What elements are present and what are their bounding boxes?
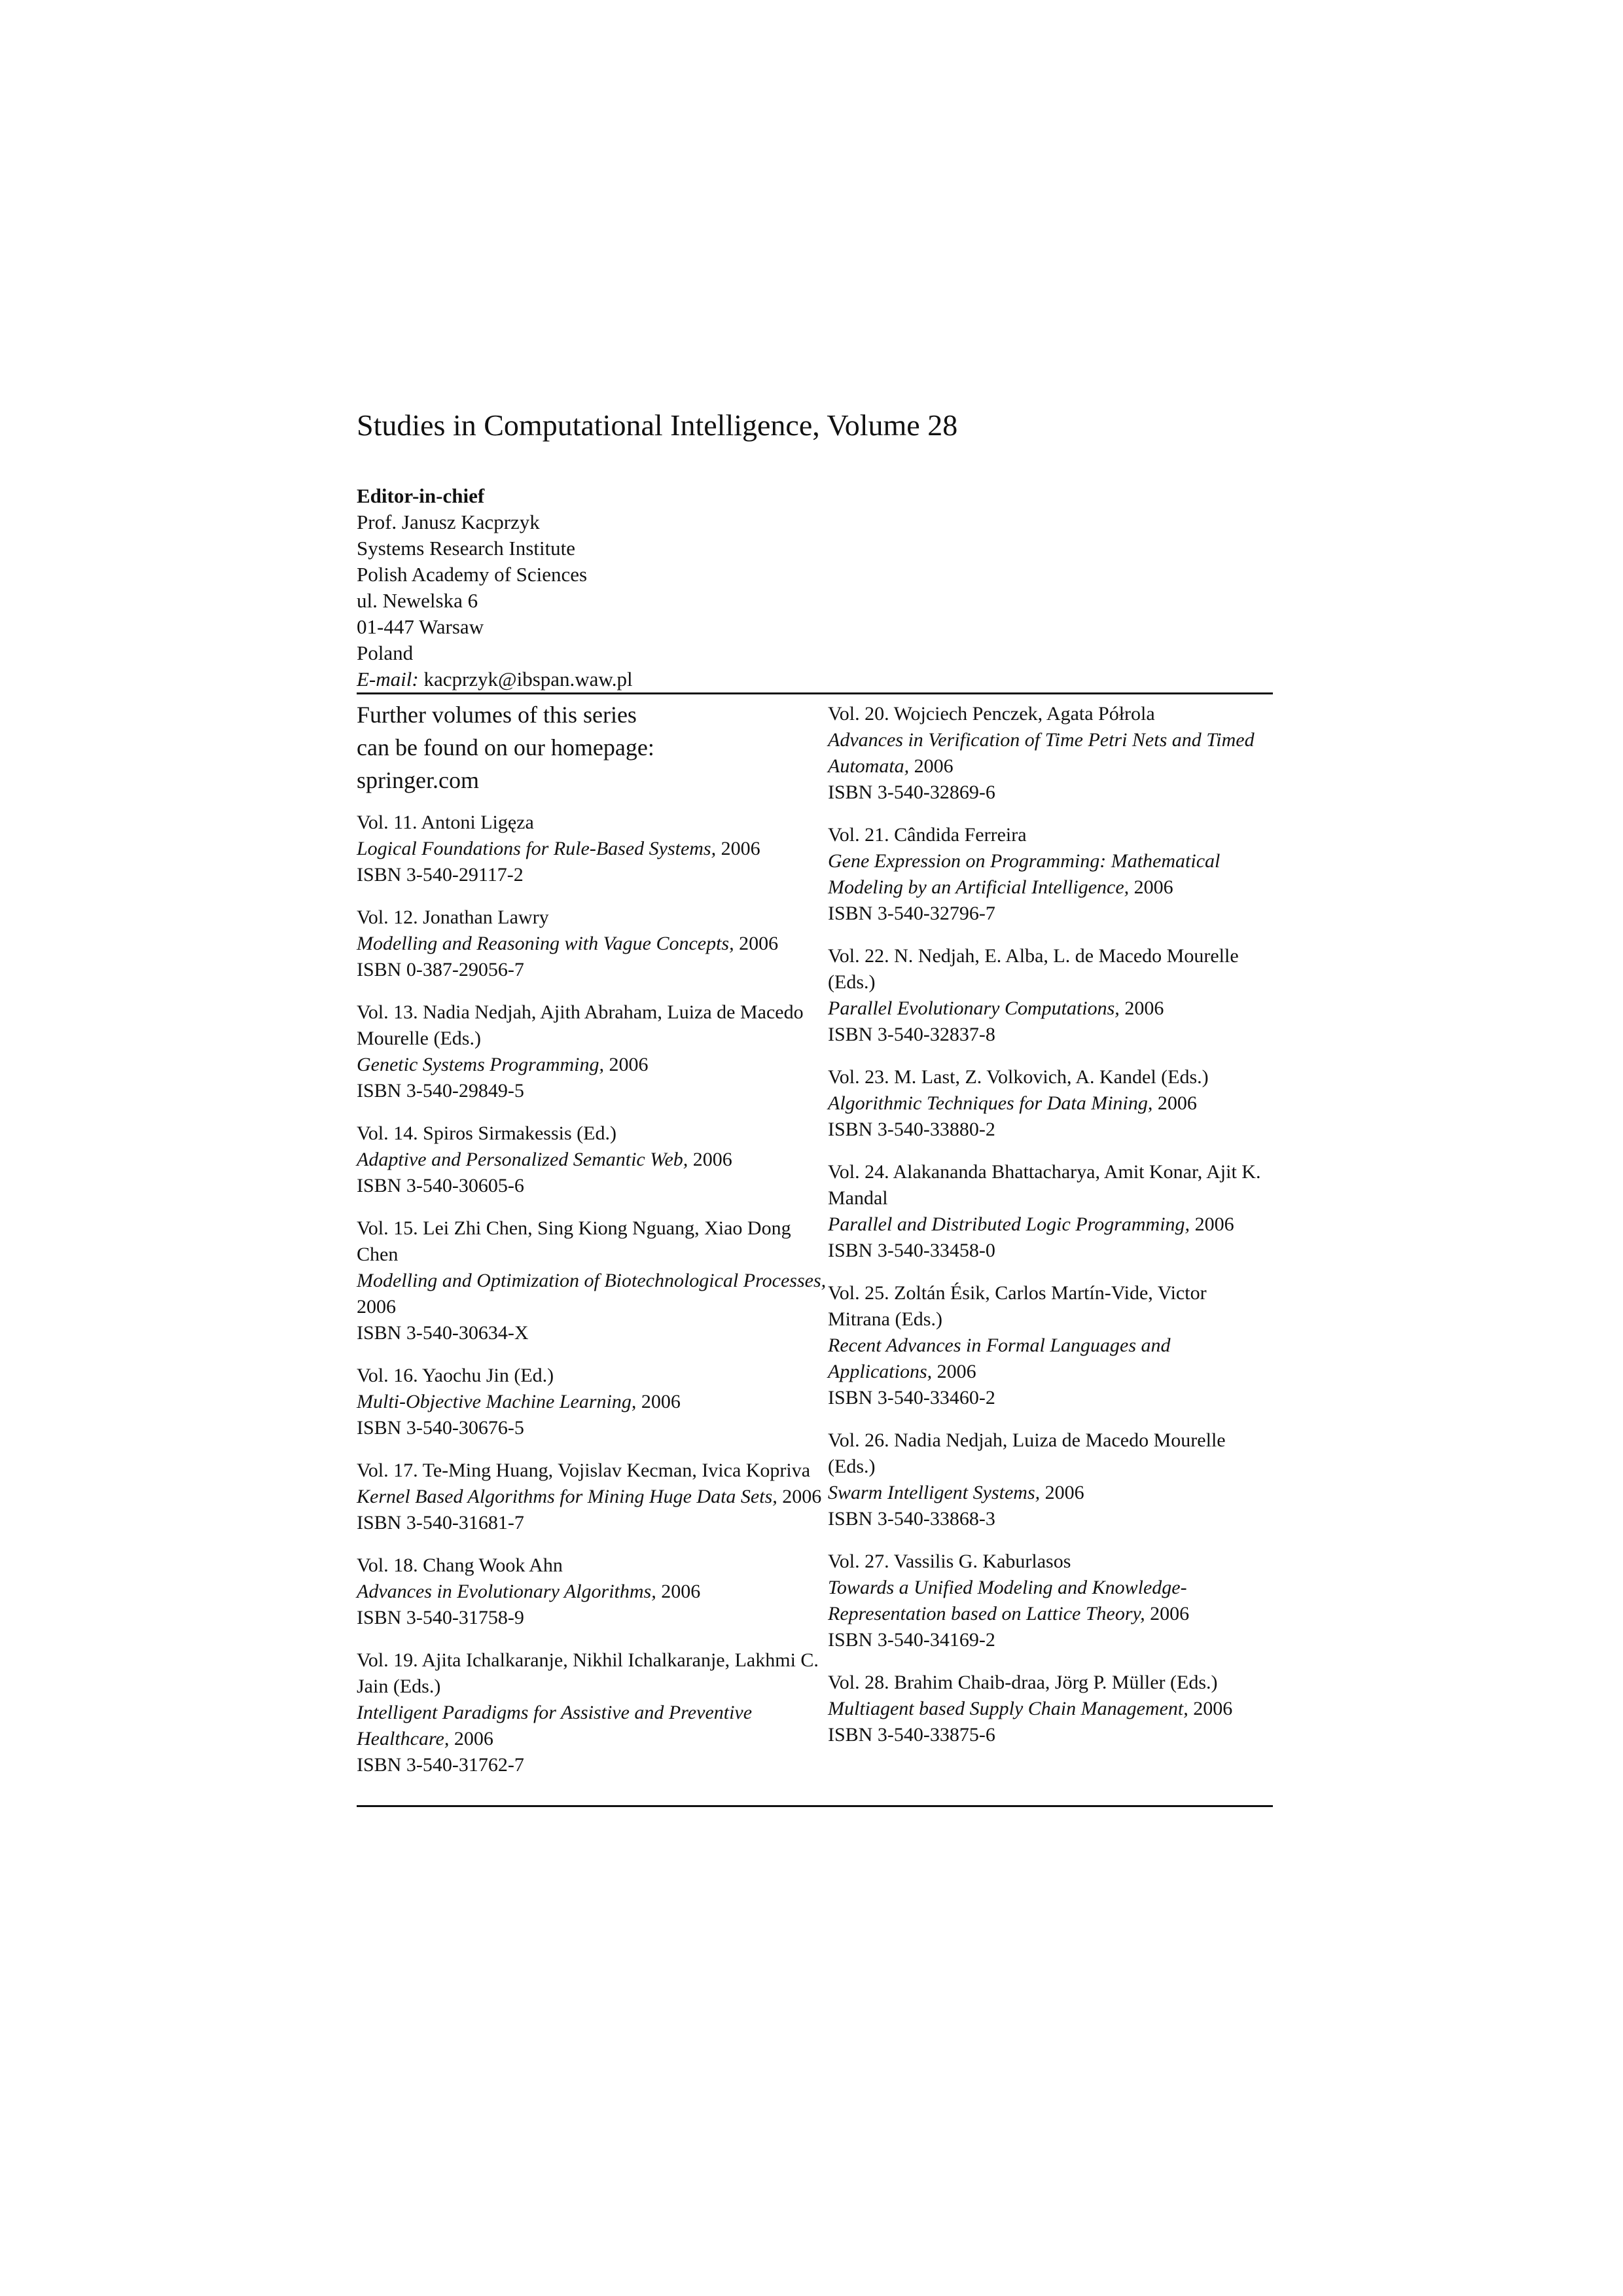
volume-isbn: ISBN 3-540-33868-3 [828,1508,995,1530]
editor-email-line [357,666,1273,692]
volume-entry [357,1552,828,1631]
volume-isbn: ISBN 3-540-33460-2 [828,1387,995,1408]
volume-head: Vol. 27. Vassilis G. Kaburlasos [828,1551,1071,1572]
email-label: E-mail: [357,668,419,691]
volume-isbn: ISBN 3-540-33880-2 [828,1119,995,1140]
volume-year: 2006 [1124,997,1164,1019]
volume-isbn: ISBN 3-540-33875-6 [828,1724,995,1746]
volume-title-line [357,1484,828,1510]
volume-title: Modelling and Optimization of Biotechnological Processes, [357,1270,827,1291]
volume-head: Vol. 12. Jonathan Lawry [357,906,549,928]
volume-entry [828,1064,1273,1143]
volume-list-right [828,701,1273,1748]
volume-isbn: ISBN 3-540-32869-6 [828,781,995,803]
volume-entry [828,1427,1273,1532]
volume-isbn: ISBN 3-540-34169-2 [828,1629,995,1651]
volume-title: Genetic Systems Programming, [357,1054,604,1075]
volume-head: Vol. 17. Te-Ming Huang, Vojislav Kecman, Ivica Kopriva [357,1460,811,1481]
volume-title: Swarm Intelligent Systems, [828,1482,1041,1503]
volume-isbn: ISBN 0-387-29056-7 [357,959,524,980]
editor-name: Prof. Janusz Kacprzyk [357,511,540,533]
bottom-rule [357,1805,1273,1807]
volume-columns [357,698,1273,1795]
volume-year: 2006 [1194,1213,1234,1235]
volume-title-line [357,1700,828,1752]
volume-title-line [828,1090,1273,1117]
volume-year: 2006 [1193,1698,1233,1719]
volume-title-line [828,1333,1273,1385]
volume-isbn: ISBN 3-540-32796-7 [828,903,995,924]
volume-head: Vol. 15. Lei Zhi Chen, Sing Kiong Nguang, Xiao Dong Chen [357,1217,791,1265]
volume-year: 2006 [661,1581,701,1602]
editor-street: ul. Newelska 6 [357,589,478,612]
volume-year: 2006 [1157,1092,1197,1114]
volume-head: Vol. 25. Zoltán Ésik, Carlos Martín-Vide, Victor Mitrana (Eds.) [828,1282,1207,1330]
volume-head: Vol. 11. Antoni Ligęza [357,812,534,833]
volume-isbn: ISBN 3-540-30676-5 [357,1417,524,1439]
volume-year: 2006 [739,933,779,954]
volume-entry [828,822,1273,927]
volume-title: Towards a Unified Modeling and Knowledge-Representation based on Lattice Theory, [828,1577,1187,1624]
editor-academy: Polish Academy of Sciences [357,563,588,586]
volume-title: Intelligent Paradigms for Assistive and Preventive Healthcare, [357,1702,753,1749]
volume-year: 2006 [609,1054,649,1075]
homepage-link[interactable]: springer.com [357,767,479,793]
further-line-2: can be found on our homepage: [357,734,654,761]
volume-list-left [357,810,828,1778]
volume-title-line [828,996,1273,1022]
volume-head: Vol. 28. Brahim Chaib-draa, Jörg P. Müller (Eds.) [828,1672,1218,1693]
volume-head: Vol. 21. Cândida Ferreira [828,824,1027,846]
editor-label: Editor-in-chief [357,484,485,507]
volume-head: Vol. 18. Chang Wook Ahn [357,1554,563,1576]
volume-year: 2006 [782,1486,822,1507]
volume-head: Vol. 20. Wojciech Penczek, Agata Półrola [828,703,1155,725]
editor-country: Poland [357,641,414,664]
volume-title: Parallel and Distributed Logic Programming, [828,1213,1190,1235]
volume-entry [357,1458,828,1536]
volume-title: Multi-Objective Machine Learning, [357,1391,637,1412]
editor-city: 01-447 Warsaw [357,615,484,638]
volume-title: Kernel Based Algorithms for Mining Huge Data Sets, [357,1486,777,1507]
volume-isbn: ISBN 3-540-32837-8 [828,1024,995,1045]
volume-title: Adaptive and Personalized Semantic Web, [357,1149,688,1170]
volume-isbn: ISBN 3-540-31758-9 [357,1607,524,1628]
volume-title: Gene Expression on Programming: Mathematical Modeling by an Artificial Intelligence, [828,850,1221,898]
volume-isbn: ISBN 3-540-30605-6 [357,1175,524,1196]
volume-title: Modelling and Reasoning with Vague Concepts, [357,933,734,954]
volume-title-line [828,848,1273,901]
volume-entry [828,1670,1273,1748]
volume-entry [828,1280,1273,1411]
editor-block [357,483,1273,692]
volume-title-line [828,1696,1273,1722]
volume-title: Parallel Evolutionary Computations, [828,997,1120,1019]
volume-isbn: ISBN 3-540-29849-5 [357,1080,524,1102]
volume-title-line [357,1052,828,1078]
volume-head: Vol. 26. Nadia Nedjah, Luiza de Macedo Mourelle (Eds.) [828,1429,1226,1477]
editor-email[interactable]: kacprzyk@ibspan.waw.pl [423,668,633,691]
further-volumes-note [357,698,828,797]
volume-head: Vol. 16. Yaochu Jin (Ed.) [357,1365,554,1386]
volume-isbn: ISBN 3-540-31681-7 [357,1512,524,1534]
left-column [357,698,828,1795]
volume-year: 2006 [357,1296,396,1318]
volume-entry [357,905,828,983]
volume-entry [357,1215,828,1346]
volume-title-line [357,931,828,957]
volume-title-line [357,1389,828,1415]
top-rule [357,692,1273,694]
volume-title: Multiagent based Supply Chain Management, [828,1698,1188,1719]
volume-year: 2006 [641,1391,681,1412]
volume-title-line [828,727,1273,780]
volume-entry [828,943,1273,1048]
volume-title-line [828,1480,1273,1506]
volume-title-line [828,1211,1273,1238]
volume-head: Vol. 22. N. Nedjah, E. Alba, L. de Macedo Mourelle (Eds.) [828,945,1239,993]
volume-title-line [357,1147,828,1173]
volume-title-line [357,1579,828,1605]
volume-entry [357,1121,828,1199]
volume-entry [357,1363,828,1441]
volume-entry [828,1549,1273,1653]
volume-entry [828,701,1273,806]
volume-year: 2006 [454,1728,493,1749]
volume-title: Logical Foundations for Rule-Based Systems, [357,838,717,859]
volume-isbn: ISBN 3-540-33458-0 [828,1240,995,1261]
volume-isbn: ISBN 3-540-30634-X [357,1322,529,1344]
volume-title-line [357,836,828,862]
volume-title: Advances in Evolutionary Algorithms, [357,1581,656,1602]
volume-year: 2006 [1150,1603,1190,1624]
series-title: Studies in Computational Intelligence, Volume 28 [357,408,958,442]
volume-title-line [828,1575,1273,1627]
right-column [828,698,1273,1795]
volume-entry [357,810,828,888]
volume-year: 2006 [692,1149,732,1170]
volume-year: 2006 [1044,1482,1084,1503]
volume-year: 2006 [914,755,954,777]
volume-entry [357,999,828,1104]
volume-isbn: ISBN 3-540-31762-7 [357,1754,524,1776]
volume-year: 2006 [721,838,760,859]
volume-entry [828,1159,1273,1264]
volume-title: Advances in Verification of Time Petri Nets and Timed Automata, [828,729,1255,777]
editor-institute: Systems Research Institute [357,537,576,560]
volume-head: Vol. 14. Spiros Sirmakessis (Ed.) [357,1122,616,1144]
volume-isbn: ISBN 3-540-29117-2 [357,864,524,886]
page [357,406,1273,1807]
volume-head: Vol. 19. Ajita Ichalkaranje, Nikhil Ichalkaranje, Lakhmi C. Jain (Eds.) [357,1649,819,1697]
volume-title-line [357,1268,828,1320]
volume-entry [357,1647,828,1778]
volume-head: Vol. 23. M. Last, Z. Volkovich, A. Kandel (Eds.) [828,1066,1209,1088]
further-line-1: Further volumes of this series [357,702,637,728]
volume-year: 2006 [936,1361,976,1382]
volume-title: Recent Advances in Formal Languages and Applications, [828,1335,1171,1382]
volume-head: Vol. 24. Alakananda Bhattacharya, Amit Konar, Ajit K. Mandal [828,1161,1261,1209]
volume-year: 2006 [1133,876,1173,898]
volume-title: Algorithmic Techniques for Data Mining, [828,1092,1153,1114]
volume-head: Vol. 13. Nadia Nedjah, Ajith Abraham, Luiza de Macedo Mourelle (Eds.) [357,1001,804,1049]
